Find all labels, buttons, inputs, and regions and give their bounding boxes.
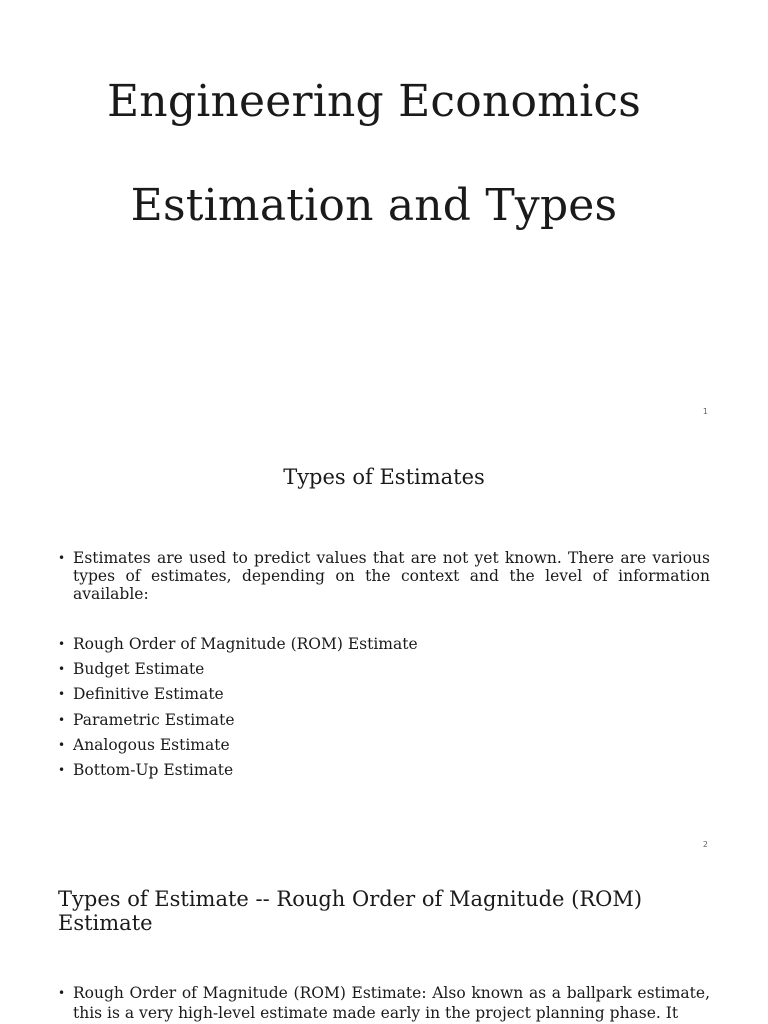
intro-bullet xyxy=(58,549,710,603)
list-item xyxy=(58,660,710,678)
slide-2-page-number: 2 xyxy=(702,840,708,849)
bullet-icon: • xyxy=(58,762,66,777)
slide-1-page-number: 1 xyxy=(702,407,708,416)
bullet-icon: • xyxy=(58,737,66,752)
list-item-text: Budget Estimate xyxy=(73,660,205,679)
slide-2-estimate-types-list xyxy=(58,635,710,786)
bullet-icon: • xyxy=(58,551,66,565)
slide-3-title: Types of Estimate -- Rough Order of Magnitude (ROM) Estimate xyxy=(58,887,643,935)
slide-2-intro-list xyxy=(58,549,710,603)
list-item-text: Rough Order of Magnitude (ROM) Estimate xyxy=(73,635,418,653)
bullet-icon: • xyxy=(58,712,66,727)
list-item xyxy=(58,711,710,729)
list-item-text: Analogous Estimate xyxy=(73,735,230,754)
list-item-text: Bottom-Up Estimate xyxy=(73,760,234,779)
bullet-icon: • xyxy=(58,637,66,651)
bullet-icon: • xyxy=(58,662,66,677)
list-item xyxy=(58,635,710,653)
list-item xyxy=(58,685,710,703)
body-bullet xyxy=(58,983,710,1023)
slide-1 xyxy=(0,0,768,425)
bullet-icon: • xyxy=(58,986,66,1000)
slide-1-title-line-1: Engineering Economics xyxy=(106,76,641,127)
intro-text: Estimates are used to predict values that are not yet known. There are various types of estimates, depending on the context and the level of information available: xyxy=(73,549,710,603)
slide-2-title: Types of Estimates xyxy=(283,465,485,489)
list-item-text: Parametric Estimate xyxy=(73,710,235,729)
list-item xyxy=(58,736,710,754)
bullet-icon: • xyxy=(58,687,66,702)
slide-3-body-list xyxy=(58,983,710,1023)
list-item xyxy=(58,761,710,779)
body-text: Rough Order of Magnitude (ROM) Estimate: Also known as a ballpark estimate, this is a very high-level estimate made early in the project planning phase. It xyxy=(73,984,710,1022)
slide-2 xyxy=(0,425,768,855)
list-item-text: Definitive Estimate xyxy=(73,685,224,704)
slide-1-title-line-2: Estimation and Types xyxy=(130,180,618,231)
slide-3 xyxy=(0,855,768,1024)
